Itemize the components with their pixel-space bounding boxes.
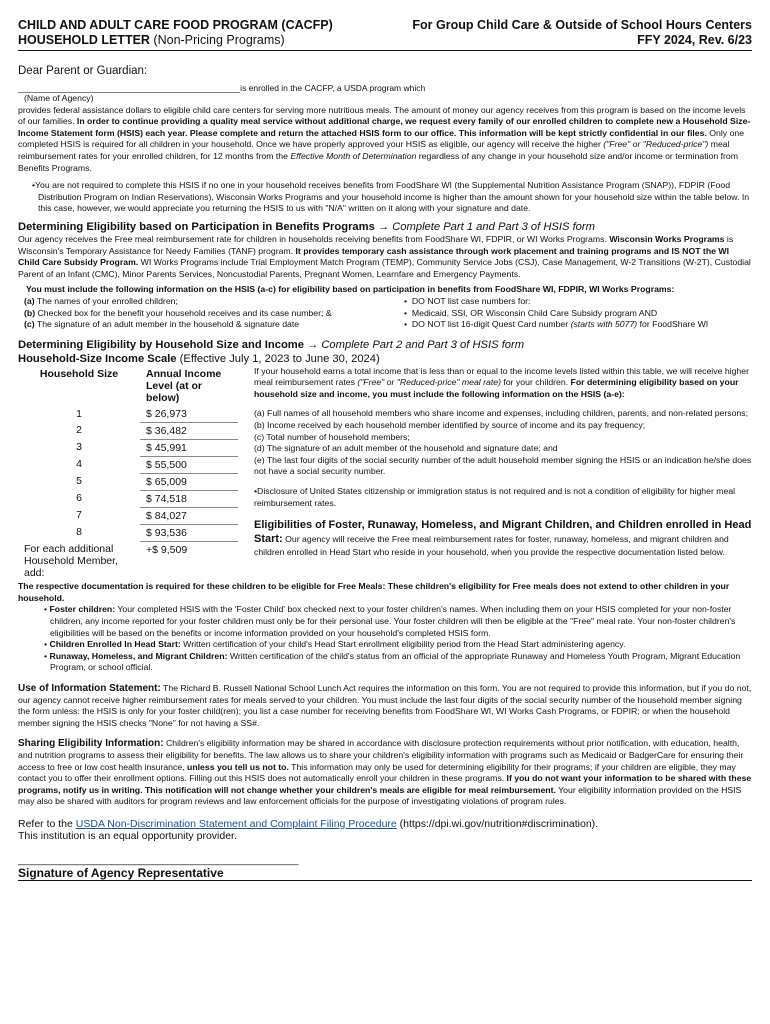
section-benefits-title-bold: Determining Eligibility based on Participation in Benefits Programs [18, 220, 375, 233]
income-row [18, 439, 238, 456]
benefits-p1: Our agency receives the Free meal reimbursement rate for children in households receiving benefits from FoodShare WI, FDPIR, or WI Works Programs. [18, 233, 610, 244]
header-left [18, 18, 333, 48]
intro-d: ("Free" or "Reduced-price") [603, 139, 709, 150]
income-level-cell: $ 84,027 [140, 507, 238, 524]
household-size-cell: 3 [76, 441, 82, 454]
income-req-d: (d) The signature of an adult member of the household and signature date; and [254, 443, 558, 454]
income-req-a: (a) Full names of all household members who share income and expenses, including children, parents, and non-related persons; [254, 408, 749, 419]
income-level-cell: $ 55,500 [140, 456, 238, 473]
do-not-list-3: • DO NOT list 16-digit Quest Card number (starts with 5077) for FoodShare WI [404, 319, 709, 330]
section-income-title-bold: Determining Eligibility by Household Size and Income [18, 338, 304, 351]
income-row [18, 456, 238, 473]
income-level-cell: $ 45,991 [140, 439, 238, 456]
household-size-cell: 6 [76, 492, 82, 505]
head-start-item: • Children Enrolled In Head Start: Written certification of your child's Head Start enrollment eligibility period from the Head Start administering agency. [44, 639, 626, 650]
special-eligibility-title-para: Eligibilities of Foster, Runaway, Homeless, and Migrant Children, and Children enrolled in Head Start: Our agency will receive the Free meal reimbursement rates for foster, runaway, homeless, and migrant children and children enrolled in Head Start who reside in your household, when you provide the respective documentation listed below. [254, 519, 752, 558]
not-required-bullet: •You are not required to complete this HSIS if no one in your household receives benefits from FoodShare WI (the Supplemental Nutrition Assistance Program (SNAP)), FDPIR (Food Distribution Program on Indian Reservations), Wisconsin Works Programs and your household income is higher than the amount shown for your household size within the table below. In this case, however, we would appreciate you returning the HSIS to us with "N/A" written on it along with your signature and date. [32, 180, 750, 214]
household-size-cell: 7 [76, 509, 82, 522]
header-right [412, 18, 752, 48]
household-size-cell: 1 [76, 407, 82, 420]
additional-member-amount: +$ 9,509 [146, 543, 188, 556]
letter-title: HOUSEHOLD LETTER [18, 33, 150, 47]
intro-f: Effective Month of Determination [290, 150, 417, 161]
use-of-information: Use of Information Statement: The Richard B. Russell National School Lunch Act requires the information on this form. You are not required to provide this information, but if you do not, our agency cannot receive higher reimbursement rates for meals served to your children. You must include the last four digits of the social security number of the household member signing the form unless: the HSIS is only for your foster child(ren); you list a case number for receiving benefits from FoodShare WI, WI Works Cash Programs, or FDPIR; or when the household member signing the HSIS checks "None" for not having a SS#. [18, 682, 752, 728]
household-size-cell: 4 [76, 458, 82, 471]
runaway-homeless-item: • Runaway, Homeless, and Migrant Children: Written certification of the child's status from an official of the appropriate Runaway and Homeless Youth Program, Migrant Education Program, or school official. [44, 650, 741, 673]
income-section [18, 366, 752, 582]
section-income-title [18, 338, 752, 352]
income-level-cell: $ 26,973 [140, 406, 238, 423]
benefits-item-b: (b) Checked box for the benefit your household receives and its case number; & [24, 307, 332, 318]
do-not-list-2: • Medicaid, SSI, OR Wisconsin Child Care Subsidy program AND [404, 307, 658, 318]
income-level-cell: $ 74,518 [140, 490, 238, 507]
do-not-list-1: • DO NOT list case numbers for: [404, 295, 531, 306]
additional-member-label: For each additional Household Member, add: [24, 543, 118, 580]
document-header [18, 18, 752, 51]
sharing-eligibility: Sharing Eligibility Information: Children's eligibility information may be shared in accordance with disclosure protection requirements without prior notification, with education, health, and nutrition programs to assess their eligibility for benefits. The law allows us to share your children's eligibility information with programs such as Medicaid or BadgerCare for ensuring their access to free or low cost health insurance, unless you tell us not to. This information may only be used for determining eligibility for their programs; if your children are eligible, they may contact you to offer their enrollment options. Filling out this HSIS does not automatically enroll your children in these programs. If you do not want your information to be shared with these programs, notify us in writing. This notification will not change whether your children's meals are eligible for meal reimbursement. Your eligibility information provided on the HSIS may also be shared with auditors for program reviews and law enforcement officials for the purpose of investigating violations of program rules. [18, 738, 752, 807]
benefits-p3: is Wisconsin's Temporary Assistance for Needy Families (TANF) program. [18, 233, 734, 256]
section-benefits-title [18, 220, 752, 234]
benefits-p5: WI Works Programs include Trial Employment Match Program (TEMP), Community Service Jobs (CSJ), Case Management, W-2 Transitions (W-2T), Custodial Parent of an Infant (CMC), Minor Parents Services, Noncustodial Parents, Pregnant Women, Learnfare and Emergency Payments. [18, 257, 751, 279]
income-row [18, 473, 238, 490]
income-level-cell: $ 36,482 [140, 422, 238, 439]
document-page [18, 0, 752, 881]
income-row [18, 406, 238, 423]
section-income-title-italic: → Complete Part 2 and Part 3 of HSIS form [303, 338, 525, 351]
household-size-cell: 2 [76, 424, 82, 437]
income-req-c: (c) Total number of household members; [254, 431, 410, 442]
citizenship-disclosure: •Disclosure of United States citizenship or immigration status is not required and is not a condition of eligibility for higher meal reimbursement rates. [254, 486, 736, 508]
income-req-e: (e) The last four digits of the social security number of the adult household member signing the HSIS or an indication he/she does not have a social security number. [254, 454, 752, 477]
scope-text: For Group Child Care & Outside of School Hours Centers [412, 18, 752, 32]
income-right-column [254, 366, 752, 582]
income-rows [18, 406, 238, 542]
income-level-cell: $ 65,009 [140, 473, 238, 490]
foster-children-item: • Foster children: Your completed HSIS with the 'Foster Child' box checked next to your foster children's names. When including them on your HSIS completed for your non-foster children, any income reported for your foster children must only be for their personal use. Your foster children will then be eligible at the "Free" meal rate. Your non-foster children's eligibilities will be based on the benefits or income information provided on your household's completed HSIS form. [44, 604, 736, 638]
income-row [18, 507, 238, 524]
revision-text: FFY 2024, Rev. 6/23 [637, 33, 752, 47]
intro-a: provides federal assistance dollars to eligible child care centers for serving more nutritious meals. The amount of money our agency receives from this program is based on the income levels of our families. [18, 104, 746, 127]
income-right-intro: If your household earns a total income that is less than or equal to the income levels listed within this table, we will receive higher meal reimbursement rates ("Free" or "Reduced-price" meal rate) for your children. For determining eligibility based on your household size and income, you must include the following information on the HSIS (a-e): [254, 365, 749, 399]
household-size-cell: 5 [76, 475, 82, 488]
intro-c: Only one completed HSIS is required for all children in your household. Once we have properly approved your HSIS as eligible, our agency will receive the higher [18, 127, 745, 150]
income-scale-title: Household-Size Income Scale (Effective July 1, 2023 to June 30, 2024) [18, 352, 380, 365]
benefits-paragraph [18, 234, 752, 280]
income-table [18, 366, 238, 582]
income-row [18, 422, 238, 439]
section-benefits-title-italic: → Complete Part 1 and Part 3 of HSIS form [374, 220, 595, 233]
intro-paragraph [18, 105, 752, 175]
special-eligibility-required: The respective documentation is required for these children to be eligible for Free Meals: These children's eligibility for Free meals does not extend to other children in your household. [18, 581, 730, 603]
benefits-requirements [18, 296, 752, 331]
household-size-cell: 8 [76, 526, 82, 539]
benefits-list-right [404, 296, 752, 331]
benefits-item-a: (a) The names of your enrolled children; [24, 295, 178, 306]
program-title: CHILD AND ADULT CARE FOOD PROGRAM (CACFP) [18, 18, 333, 32]
income-level-cell: $ 93,536 [140, 524, 238, 541]
benefits-must-include: You must include the following information on the HSIS (a-c) for eligibility based on participation in benefits from FoodShare WI, FDPIR, WI Works Programs: [26, 284, 675, 295]
benefits-p4: It provides temporary cash assistance through work placement and training programs and IS NOT the WI Child Care Subsidy Program. [18, 245, 729, 268]
income-row [18, 524, 238, 541]
intro-e: meal reimbursement rates for your enrolled children, for 12 months from the [18, 139, 730, 161]
equal-opportunity: This institution is an equal opportunity provider. [18, 829, 237, 842]
col-household-size: Household Size [39, 367, 119, 380]
income-table-wrap [18, 366, 254, 582]
benefits-list-left [18, 296, 404, 331]
agency-name-line: _______________________________________________is enrolled in the CACFP, a USDA program which [18, 83, 426, 93]
intro-b: In order to continue providing a quality meal service without additional charge, we request every family of our enrolled children to complete new a Household Size-Income Statement form (HSIS) each year. Please complete and return the attached HSIS form to our office. This information will be kept strictly confidential in our files. [18, 116, 751, 138]
income-req-b: (b) Income received by each household member identified by source of income and its pay frequency; [254, 420, 646, 431]
benefits-p2: Wisconsin Works Programs [609, 233, 725, 244]
intro-g: regardless of any change in your household size and/or income or termination from Benefits Programs. [18, 150, 738, 173]
signature-line: ________________________________________________ [18, 853, 299, 866]
agency-name-label: (Name of Agency) [24, 93, 94, 103]
refer-nondiscrimination: Refer to the USDA Non-Discrimination Statement and Complaint Filing Procedure (https://dpi.wi.gov/nutrition#discrimination). [18, 817, 599, 830]
signature-label: Signature of Agency Representative [18, 866, 752, 881]
greeting: Dear Parent or Guardian: [18, 65, 148, 77]
income-row [18, 490, 238, 507]
col-annual-income: Annual Income Level (at or below) [146, 367, 222, 404]
letter-subtitle: (Non-Pricing Programs) [149, 33, 285, 47]
special-eligibility-list [18, 604, 752, 674]
nondiscrimination-link[interactable]: USDA Non-Discrimination Statement and Complaint Filing Procedure [75, 817, 397, 830]
benefits-item-c: (c) The signature of an adult member in the household & signature date [24, 319, 300, 330]
